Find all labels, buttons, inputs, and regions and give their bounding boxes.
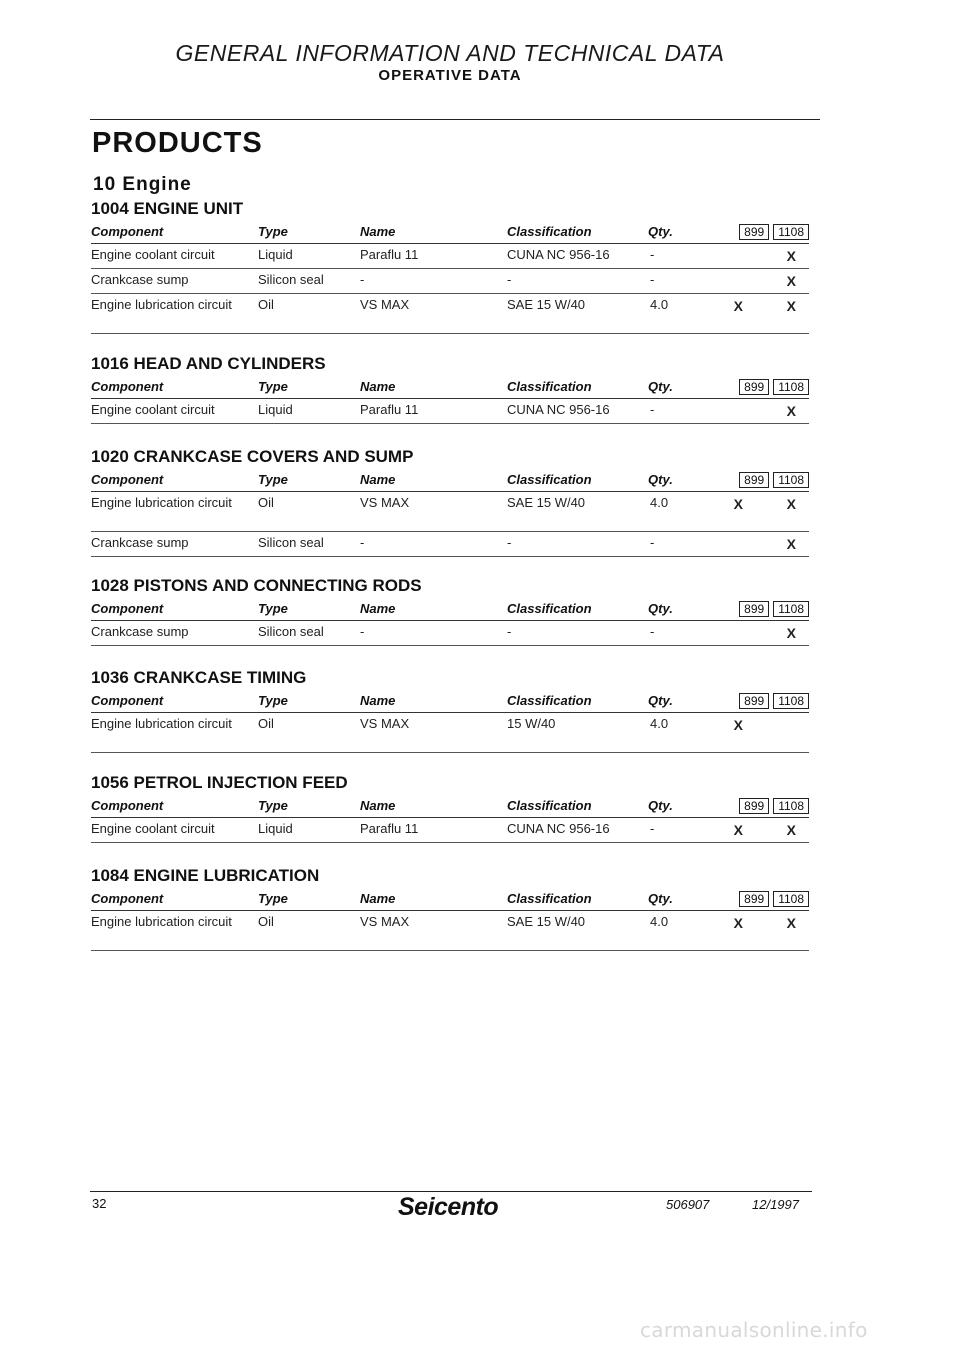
cell-classification: CUNA NC 956-16 [507, 244, 648, 269]
section [91, 353, 809, 424]
cell-model-899 [709, 244, 753, 269]
cell-model-1108: X [753, 399, 809, 424]
cell-model-899 [709, 399, 753, 424]
model-1108-badge: 1108 [773, 891, 809, 907]
cell-qty: - [648, 399, 709, 424]
column-header-type: Type [258, 794, 360, 818]
table-header-row [91, 794, 809, 818]
column-header-component: Component [91, 887, 258, 911]
table-header-row [91, 597, 809, 621]
cell-component: Crankcase sump [91, 269, 258, 294]
section [91, 198, 809, 334]
table-header-row [91, 220, 809, 244]
table-header-row [91, 468, 809, 492]
cell-type: Liquid [258, 818, 360, 843]
products-table [91, 597, 809, 646]
cell-model-1108: X [753, 492, 809, 532]
column-header-qty: Qty. [648, 887, 709, 911]
cell-model-1108: X [753, 621, 809, 646]
model-1108-badge: 1108 [773, 472, 809, 488]
header-divider [90, 119, 820, 120]
products-table [91, 375, 809, 424]
model-columns-header [709, 689, 809, 713]
table-row [91, 294, 809, 334]
cell-model-1108: X [753, 911, 809, 951]
column-header-component: Component [91, 794, 258, 818]
cell-type: Liquid [258, 244, 360, 269]
products-table [91, 689, 809, 753]
cell-qty: 4.0 [648, 911, 709, 951]
cell-qty: 4.0 [648, 294, 709, 334]
table-row [91, 399, 809, 424]
column-header-name: Name [360, 375, 507, 399]
cell-component: Crankcase sump [91, 621, 258, 646]
column-header-qty: Qty. [648, 794, 709, 818]
cell-name: Paraflu 11 [360, 818, 507, 843]
cell-component: Engine coolant circuit [91, 244, 258, 269]
column-header-qty: Qty. [648, 468, 709, 492]
section [91, 667, 809, 753]
products-table [91, 794, 809, 843]
page-title: PRODUCTS [92, 127, 263, 159]
section-title: 1020 CRANKCASE COVERS AND SUMP [91, 447, 414, 466]
cell-model-899: X [709, 713, 753, 753]
cell-model-1108 [753, 713, 809, 753]
products-table [91, 887, 809, 951]
cell-model-1108: X [753, 294, 809, 334]
column-header-component: Component [91, 468, 258, 492]
footer-divider [90, 1191, 812, 1192]
cell-name: - [360, 532, 507, 557]
cell-model-899: X [709, 911, 753, 951]
cell-name: - [360, 269, 507, 294]
section-title: 1028 PISTONS AND CONNECTING RODS [91, 576, 422, 595]
document-code: 506907 [666, 1197, 710, 1212]
model-899-badge: 899 [739, 693, 769, 709]
column-header-component: Component [91, 597, 258, 621]
column-header-classification: Classification [507, 794, 648, 818]
column-header-name: Name [360, 794, 507, 818]
cell-name: Paraflu 11 [360, 399, 507, 424]
column-header-classification: Classification [507, 887, 648, 911]
column-header-qty: Qty. [648, 220, 709, 244]
cell-classification: CUNA NC 956-16 [507, 399, 648, 424]
section [91, 446, 809, 557]
column-header-qty: Qty. [648, 597, 709, 621]
page-number: 32 [92, 1196, 107, 1211]
table-row [91, 244, 809, 269]
model-columns-header [709, 375, 809, 399]
model-columns-header [709, 597, 809, 621]
column-header-type: Type [258, 375, 360, 399]
column-header-component: Component [91, 689, 258, 713]
cell-qty: 4.0 [648, 492, 709, 532]
column-header-name: Name [360, 689, 507, 713]
cell-model-1108: X [753, 818, 809, 843]
cell-type: Liquid [258, 399, 360, 424]
table-row [91, 911, 809, 951]
cell-model-899: X [709, 294, 753, 334]
cell-component: Engine coolant circuit [91, 818, 258, 843]
table-row [91, 713, 809, 753]
cell-model-899 [709, 621, 753, 646]
cell-component: Engine coolant circuit [91, 399, 258, 424]
cell-classification: - [507, 621, 648, 646]
cell-type: Oil [258, 294, 360, 334]
model-899-badge: 899 [739, 601, 769, 617]
table-row [91, 532, 809, 557]
cell-qty: - [648, 269, 709, 294]
column-header-component: Component [91, 220, 258, 244]
model-1108-badge: 1108 [773, 601, 809, 617]
column-header-qty: Qty. [648, 375, 709, 399]
model-899-badge: 899 [739, 224, 769, 240]
table-header-row [91, 887, 809, 911]
column-header-qty: Qty. [648, 689, 709, 713]
cell-component: Engine lubrication circuit [91, 294, 258, 334]
section-title: 1016 HEAD AND CYLINDERS [91, 354, 326, 373]
cell-classification: SAE 15 W/40 [507, 911, 648, 951]
model-1108-badge: 1108 [773, 224, 809, 240]
cell-qty: - [648, 532, 709, 557]
model-1108-badge: 1108 [773, 693, 809, 709]
cell-classification: - [507, 532, 648, 557]
cell-component: Engine lubrication circuit [91, 713, 258, 753]
column-header-component: Component [91, 375, 258, 399]
table-row [91, 269, 809, 294]
model-columns-header [709, 794, 809, 818]
section-title: 1056 PETROL INJECTION FEED [91, 773, 348, 792]
table-row [91, 492, 809, 532]
model-899-badge: 899 [739, 891, 769, 907]
cell-classification: SAE 15 W/40 [507, 294, 648, 334]
cell-qty: - [648, 244, 709, 269]
document-header-title: GENERAL INFORMATION AND TECHNICAL DATA [175, 40, 725, 66]
column-header-type: Type [258, 887, 360, 911]
column-header-classification: Classification [507, 689, 648, 713]
cell-type: Silicon seal [258, 621, 360, 646]
cell-classification: CUNA NC 956-16 [507, 818, 648, 843]
cell-model-1108: X [753, 244, 809, 269]
cell-model-1108: X [753, 532, 809, 557]
table-row [91, 621, 809, 646]
cell-component: Engine lubrication circuit [91, 911, 258, 951]
cell-component: Engine lubrication circuit [91, 492, 258, 532]
cell-model-899: X [709, 818, 753, 843]
column-header-classification: Classification [507, 597, 648, 621]
cell-type: Oil [258, 492, 360, 532]
section-title: 1084 ENGINE LUBRICATION [91, 866, 320, 885]
cell-name: - [360, 621, 507, 646]
cell-type: Oil [258, 713, 360, 753]
column-header-type: Type [258, 468, 360, 492]
cell-type: Silicon seal [258, 269, 360, 294]
cell-name: VS MAX [360, 911, 507, 951]
cell-type: Oil [258, 911, 360, 951]
model-899-badge: 899 [739, 472, 769, 488]
model-899-badge: 899 [739, 379, 769, 395]
model-899-badge: 899 [739, 798, 769, 814]
cell-component: Crankcase sump [91, 532, 258, 557]
column-header-name: Name [360, 887, 507, 911]
chapter-title: 10 Engine [93, 174, 192, 195]
model-columns-header [709, 220, 809, 244]
section [91, 865, 809, 951]
cell-model-1108: X [753, 269, 809, 294]
model-1108-badge: 1108 [773, 798, 809, 814]
cell-name: VS MAX [360, 713, 507, 753]
document-date: 12/1997 [752, 1197, 799, 1212]
table-row [91, 818, 809, 843]
products-table [91, 468, 809, 557]
column-header-name: Name [360, 220, 507, 244]
cell-type: Silicon seal [258, 532, 360, 557]
cell-model-899 [709, 532, 753, 557]
cell-qty: 4.0 [648, 713, 709, 753]
watermark: carmanualsonline.info [640, 1318, 868, 1342]
products-table [91, 220, 809, 334]
cell-name: VS MAX [360, 294, 507, 334]
column-header-name: Name [360, 468, 507, 492]
column-header-classification: Classification [507, 468, 648, 492]
cell-model-899 [709, 269, 753, 294]
column-header-classification: Classification [507, 220, 648, 244]
cell-classification: - [507, 269, 648, 294]
column-header-type: Type [258, 597, 360, 621]
section [91, 575, 809, 646]
table-header-row [91, 375, 809, 399]
column-header-type: Type [258, 220, 360, 244]
model-1108-badge: 1108 [773, 379, 809, 395]
model-columns-header [709, 887, 809, 911]
cell-name: VS MAX [360, 492, 507, 532]
column-header-name: Name [360, 597, 507, 621]
table-header-row [91, 689, 809, 713]
section-title: 1004 ENGINE UNIT [91, 199, 244, 218]
cell-name: Paraflu 11 [360, 244, 507, 269]
cell-classification: SAE 15 W/40 [507, 492, 648, 532]
section [91, 772, 809, 843]
brand-logo: Seicento [398, 1193, 499, 1221]
cell-model-899: X [709, 492, 753, 532]
model-columns-header [709, 468, 809, 492]
column-header-type: Type [258, 689, 360, 713]
cell-classification: 15 W/40 [507, 713, 648, 753]
cell-qty: - [648, 621, 709, 646]
document-header-subtitle: OPERATIVE DATA [378, 67, 522, 84]
cell-qty: - [648, 818, 709, 843]
column-header-classification: Classification [507, 375, 648, 399]
section-title: 1036 CRANKCASE TIMING [91, 668, 307, 687]
